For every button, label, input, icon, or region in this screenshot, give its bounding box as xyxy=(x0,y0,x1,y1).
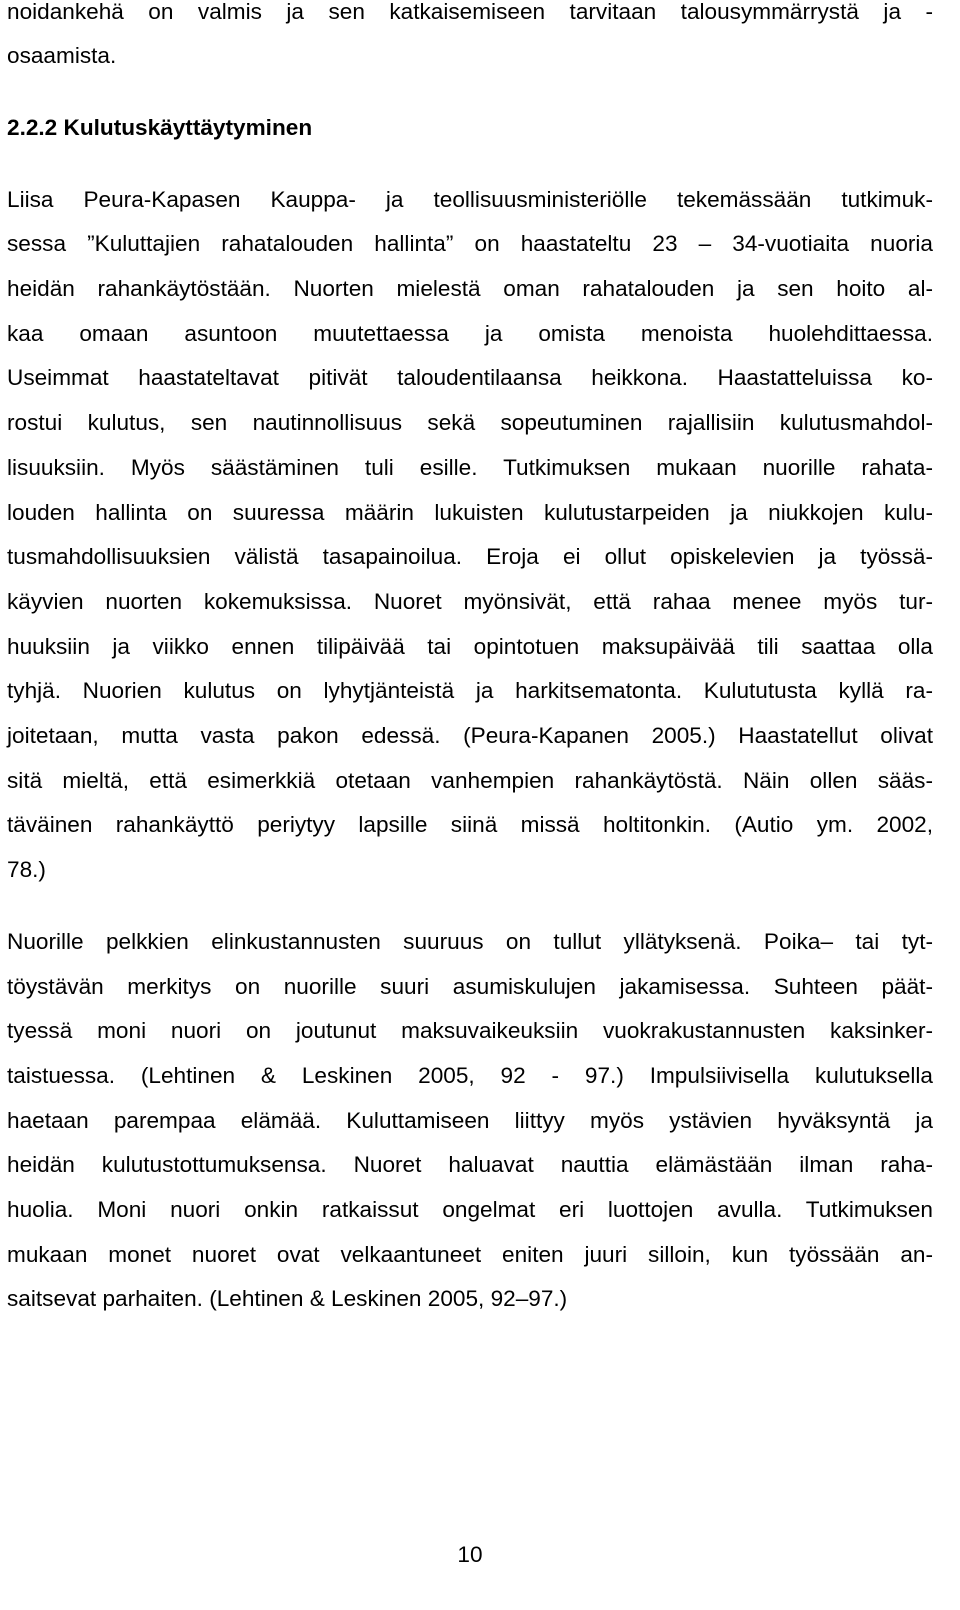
section-heading: 2.2.2 Kulutuskäyttäytyminen xyxy=(7,115,313,140)
paragraph-line: sessa ”Kuluttajien rahatalouden hallinta” on haastateltu 23 – 34-vuotiaita nuoria xyxy=(7,231,933,256)
paragraph-line: Useimmat haastateltavat pitivät taloudentilaansa heikkona. Haastatteluissa ko- xyxy=(7,365,933,390)
paragraph-line: saitsevat parhaiten. (Lehtinen & Leskinen 2005, 92–97.) xyxy=(7,1286,568,1311)
paragraph-line: louden hallinta on suuressa määrin lukuisten kulutustarpeiden ja niukkojen kulu- xyxy=(7,500,933,525)
paragraph-line: mukaan monet nuoret ovat velkaantuneet eniten juuri silloin, kun työssään an- xyxy=(7,1242,933,1267)
paragraph-line: sitä mieltä, että esimerkkiä otetaan vanhempien rahankäytöstä. Näin ollen sääs- xyxy=(7,768,933,793)
paragraph-line: kaa omaan asuntoon muutettaessa ja omista menoista huolehdittaessa. xyxy=(7,321,933,346)
paragraph-line: huolia. Moni nuori onkin ratkaissut ongelmat eri luottojen avulla. Tutkimuksen xyxy=(7,1197,933,1222)
paragraph-line: heidän rahankäytöstään. Nuorten mielestä oman rahatalouden ja sen hoito al- xyxy=(7,276,933,301)
paragraph-line: Liisa Peura-Kapasen Kauppa- ja teollisuusministeriölle tekemässään tutkimuk- xyxy=(7,187,933,212)
paragraph-line: täväinen rahankäyttö periytyy lapsille siinä missä holtitonkin. (Autio ym. 2002, xyxy=(7,812,933,837)
paragraph-line: taistuessa. (Lehtinen & Leskinen 2005, 92 - 97.) Impulsiivisella kulutuksella xyxy=(7,1063,933,1088)
paragraph-line: huuksiin ja viikko ennen tilipäivää tai opintotuen maksupäivää tili saattaa olla xyxy=(7,634,933,659)
paragraph-line: tyhjä. Nuorien kulutus on lyhytjänteistä ja harkitsematonta. Kulututusta kyllä ra- xyxy=(7,678,933,703)
paragraph-line: heidän kulutustottumuksensa. Nuoret haluavat nauttia elämästään ilman raha- xyxy=(7,1152,933,1177)
paragraph-line: joitetaan, mutta vasta pakon edessä. (Peura-Kapanen 2005.) Haastatellut olivat xyxy=(7,723,933,748)
paragraph-line: 78.) xyxy=(7,857,46,882)
intro-line: osaamista. xyxy=(7,43,117,68)
paragraph-line: käyvien nuorten kokemuksissa. Nuoret myönsivät, että rahaa menee myös tur- xyxy=(7,589,933,614)
paragraph-line: haetaan parempaa elämää. Kuluttamiseen liittyy myös ystävien hyväksyntä ja xyxy=(7,1108,933,1133)
paragraph-line: Nuorille pelkkien elinkustannusten suuruus on tullut yllätyksenä. Poika– tai tyt- xyxy=(7,929,933,954)
paragraph-line: tyessä moni nuori on joutunut maksuvaikeuksiin vuokrakustannusten kaksinker- xyxy=(7,1018,933,1043)
paragraph-line: lisuuksiin. Myös säästäminen tuli esille. Tutkimuksen mukaan nuorille rahata- xyxy=(7,455,933,480)
paragraph-line: töystävän merkitys on nuorille suuri asumiskulujen jakamisessa. Suhteen päät- xyxy=(7,974,933,999)
page-number: 10 xyxy=(457,1542,483,1567)
paragraph-line: tusmahdollisuuksien välistä tasapainoilua. Eroja ei ollut opiskelevien ja työssä- xyxy=(7,544,933,569)
paragraph-line: rostui kulutus, sen nautinnollisuus sekä sopeutuminen rajallisiin kulutusmahdol- xyxy=(7,410,933,435)
intro-line: noidankehä on valmis ja sen katkaisemiseen tarvitaan talousymmärrystä ja - xyxy=(7,0,933,24)
